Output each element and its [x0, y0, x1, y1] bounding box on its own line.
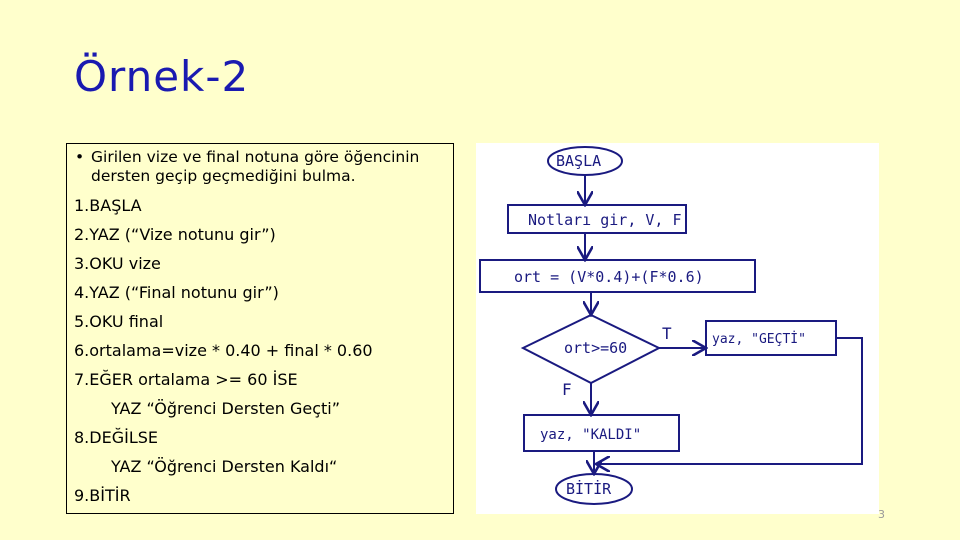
step-5: 5.OKU final [74, 312, 164, 331]
page-number: 3 [878, 508, 885, 521]
false-label: F [562, 380, 572, 399]
step-8-action: YAZ “Öğrenci Dersten Kaldı“ [111, 457, 338, 476]
step-4: 4.YAZ (“Final notunu gir”) [74, 283, 279, 302]
step-8: 8.DEĞİLSE [74, 428, 158, 447]
true-label: T [662, 324, 672, 343]
bullet-dot: • [75, 148, 85, 166]
flowchart-diagram [476, 143, 879, 514]
decision-label: ort>=60 [564, 339, 628, 357]
slide-title: Örnek-2 [74, 52, 250, 101]
step-3: 3.OKU vize [74, 254, 161, 273]
description-text: Girilen vize ve final notuna göre öğencinin dersten geçip geçmediğini bulma. [91, 148, 420, 185]
description-bullet [75, 148, 447, 186]
step-2: 2.YAZ (“Vize notunu gir”) [74, 225, 276, 244]
flowchart-image [476, 143, 879, 514]
step-7-action: YAZ “Öğrenci Dersten Geçti” [111, 399, 340, 418]
step-1: 1.BAŞLA [74, 196, 142, 215]
start-label: BAŞLA [556, 152, 602, 170]
process-label: ort = (V*0.4)+(F*0.6) [514, 268, 704, 286]
step-6: 6.ortalama=vize * 0.40 + final * 0.60 [74, 341, 373, 360]
algorithm-text-box [66, 143, 454, 514]
true-output-label: yaz, "GEÇTİ" [712, 332, 806, 347]
step-9: 9.BİTİR [74, 486, 131, 505]
end-label: BİTİR [566, 480, 612, 498]
input-label: Notları gir, V, F [528, 211, 682, 229]
arrow-true-merge [611, 338, 862, 464]
step-7: 7.EĞER ortalama >= 60 İSE [74, 370, 298, 389]
false-output-label: yaz, "KALDI" [540, 427, 642, 443]
